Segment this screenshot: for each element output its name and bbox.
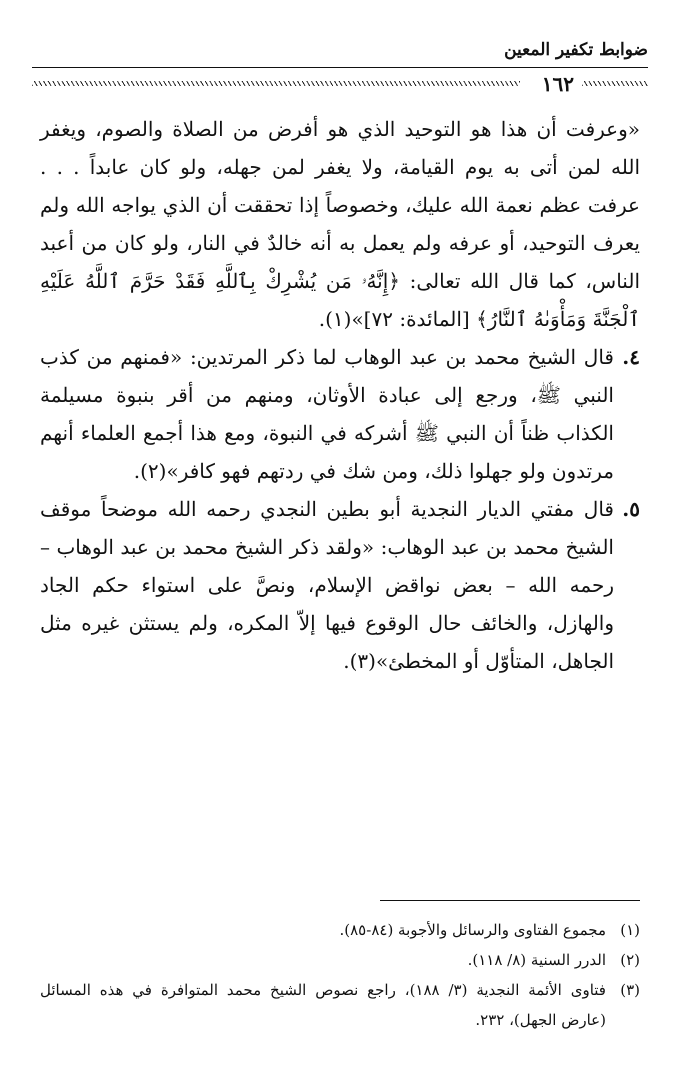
- header-rule: [32, 67, 648, 68]
- footnote-rule: [380, 900, 640, 901]
- footnote-number: (٢): [620, 951, 640, 969]
- footnote-text: فتاوى الأئمة النجدية (٣/ ١٨٨)، راجع نصوص الشيخ محمد المتوافرة في هذه المسائل (عارض الجهل)، ٢٣٢.: [40, 981, 606, 1029]
- footnote-number: (١): [620, 921, 640, 939]
- page-number-bar: [32, 72, 648, 96]
- main-content: [40, 110, 640, 680]
- footnote-text: مجموع الفتاوى والرسائل والأجوبة (٨٤-٨٥).: [339, 921, 606, 939]
- list-item: [40, 338, 640, 490]
- item-number: ٥.: [622, 497, 640, 521]
- page-header: [32, 40, 648, 96]
- footnote-number: (٣): [620, 981, 640, 999]
- footnote: [40, 945, 640, 975]
- ornament-left: [32, 81, 520, 86]
- footnote: [40, 915, 640, 945]
- item-number: ٤.: [622, 345, 640, 369]
- footnote: [40, 975, 640, 1035]
- intro-paragraph: «وعرفت أن هذا هو التوحيد الذي هو أفرض من الصلاة والصوم، ويغفر الله لمن أتى به يوم القيامة، ولا يغفر لمن جهله، ولو كان عابداً . . . عرفت عظم نعمة الله عليك، وخصوصاً إذا تحققت أن الذي يواجه الله ولم يعرف التوحيد، أو عرفه ولم يعمل به أنه خالدٌ في النار، ولو كان من أعبد الناس، كما قال الله تعالى: ﴿إِنَّهُۥ مَن يُشْرِكْ بِٱللَّهِ فَقَدْ حَرَّمَ ٱللَّهُ عَلَيْهِ ٱلْجَنَّةَ وَمَأْوَىٰهُ ٱلنَّارُ﴾ [المائدة: ٧٢]»(١).: [40, 117, 640, 331]
- footnote-text: الدرر السنية (٨/ ١١٨).: [467, 951, 606, 969]
- item-text: قال مفتي الديار النجدية أبو بطين النجدي رحمه الله موضحاً موقف الشيخ محمد بن عبد الوهاب: «ولقد ذكر الشيخ محمد بن عبد الوهاب – رحمه الله – بعض نواقض الإسلام، ونصَّ على استواء حكم الجاد والهازل، والخائف حال الوقوع فيها إلاّ المكره، ولم يستثن غيره مثل الجاهل، المتأوّل أو المخطئ»(٣).: [40, 497, 614, 673]
- running-title: ضوابط تكفير المعين: [504, 40, 648, 60]
- page-number: ١٦٢: [538, 75, 578, 93]
- footnotes: [40, 900, 640, 1035]
- item-text: قال الشيخ محمد بن عبد الوهاب لما ذكر المرتدين: «فمنهم من كذب النبي ﷺ، ورجع إلى عبادة الأوثان، ومنهم من أقر بنبوة مسيلمة الكذاب ظناً أن النبي ﷺ أشركه في النبوة، ومع هذا أجمع العلماء أنهم مرتدون ولو جهلوا ذلك، ومن شك في ردتهم فهو كافر»(٢).: [40, 345, 614, 483]
- list-item: [40, 490, 640, 680]
- ornament-right: [582, 81, 648, 86]
